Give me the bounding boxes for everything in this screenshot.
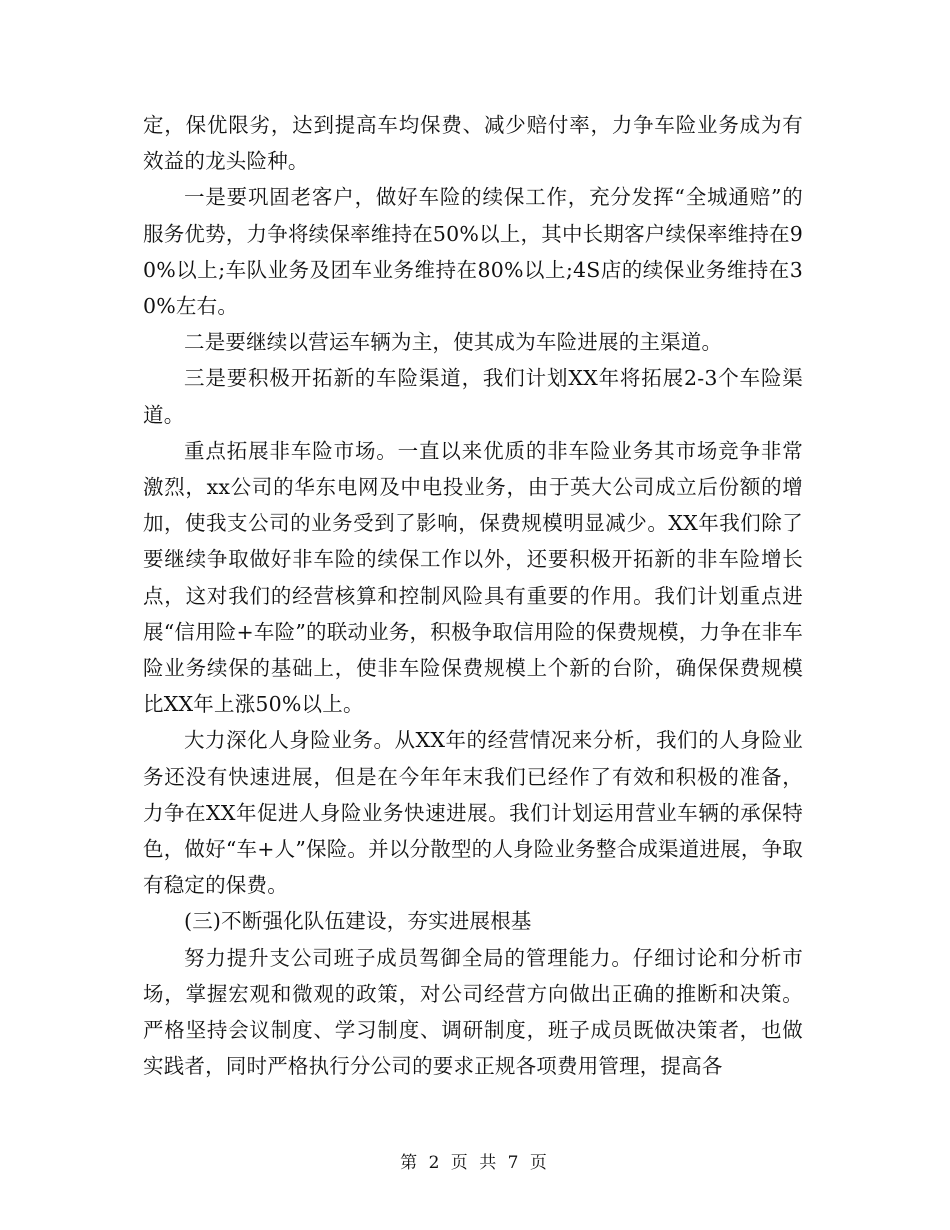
paragraph: 重点拓展非车险市场。一直以来优质的非车险业务其市场竞争非常激烈，xx公司的华东电网及中电投业务，由于英大公司成立后份额的增加，使我支公司的业务受到了影响，保费规模明显减少。XX年我们除了要继续争取做好非车险的续保工作以外，还要积极开拓新的非车险增长点，这对我们的经营核算和控制风险具有重要的作用。我们计划重点进展“信用险+车险”的联动业务，积极争取信用险的保费规模，力争在非车险业务续保的基础上，使非车险保费规模上个新的台阶，确保保费规模比XX年上涨50%以上。 — [143, 438, 803, 717]
paragraph: 一是要巩固老客户，做好车险的续保工作，充分发挥“全城通赔”的服务优势，力争将续保率维持在50%以上，其中长期客户续保率维持在90%以上;车队业务及团车业务维持在80%以上;4S店的续保业务维持在30%左右。 — [143, 185, 803, 319]
paragraph: 定，保优限劣，达到提高车均保费、减少赔付率，力争车险业务成为有效益的龙头险种。 — [143, 113, 803, 174]
paragraph: 努力提升支公司班子成员驾御全局的管理能力。仔细讨论和分析市场，掌握宏观和微观的政策，对公司经营方向做出正确的推断和决策。严格坚持会议制度、学习制度、调研制度，班子成员既做决策者，也做实践者，同时严格执行分公司的要求正规各项费用管理，提高各 — [143, 945, 803, 1079]
paragraph: 三是要积极开拓新的车险渠道，我们计划XX年将拓展2-3个车险渠道。 — [143, 366, 803, 427]
page-number-footer: 第 2 页 共 7 页 — [400, 1153, 550, 1173]
section-heading: (三)不断强化队伍建设，夯实进展根基 — [184, 909, 532, 934]
paragraph: 二是要继续以营运车辆为主，使其成为车险进展的主渠道。 — [184, 330, 723, 355]
document-body — [143, 107, 803, 1084]
paragraph: 大力深化人身险业务。从XX年的经营情况来分析，我们的人身险业务还没有快速进展，但是在今年年末我们已经作了有效和积极的准备，力争在XX年促进人身险业务快速进展。我们计划运用营业车辆的承保特色，做好“车+人”保险。并以分散型的人身险业务整合成渠道进展，争取有稳定的保费。 — [143, 728, 803, 898]
